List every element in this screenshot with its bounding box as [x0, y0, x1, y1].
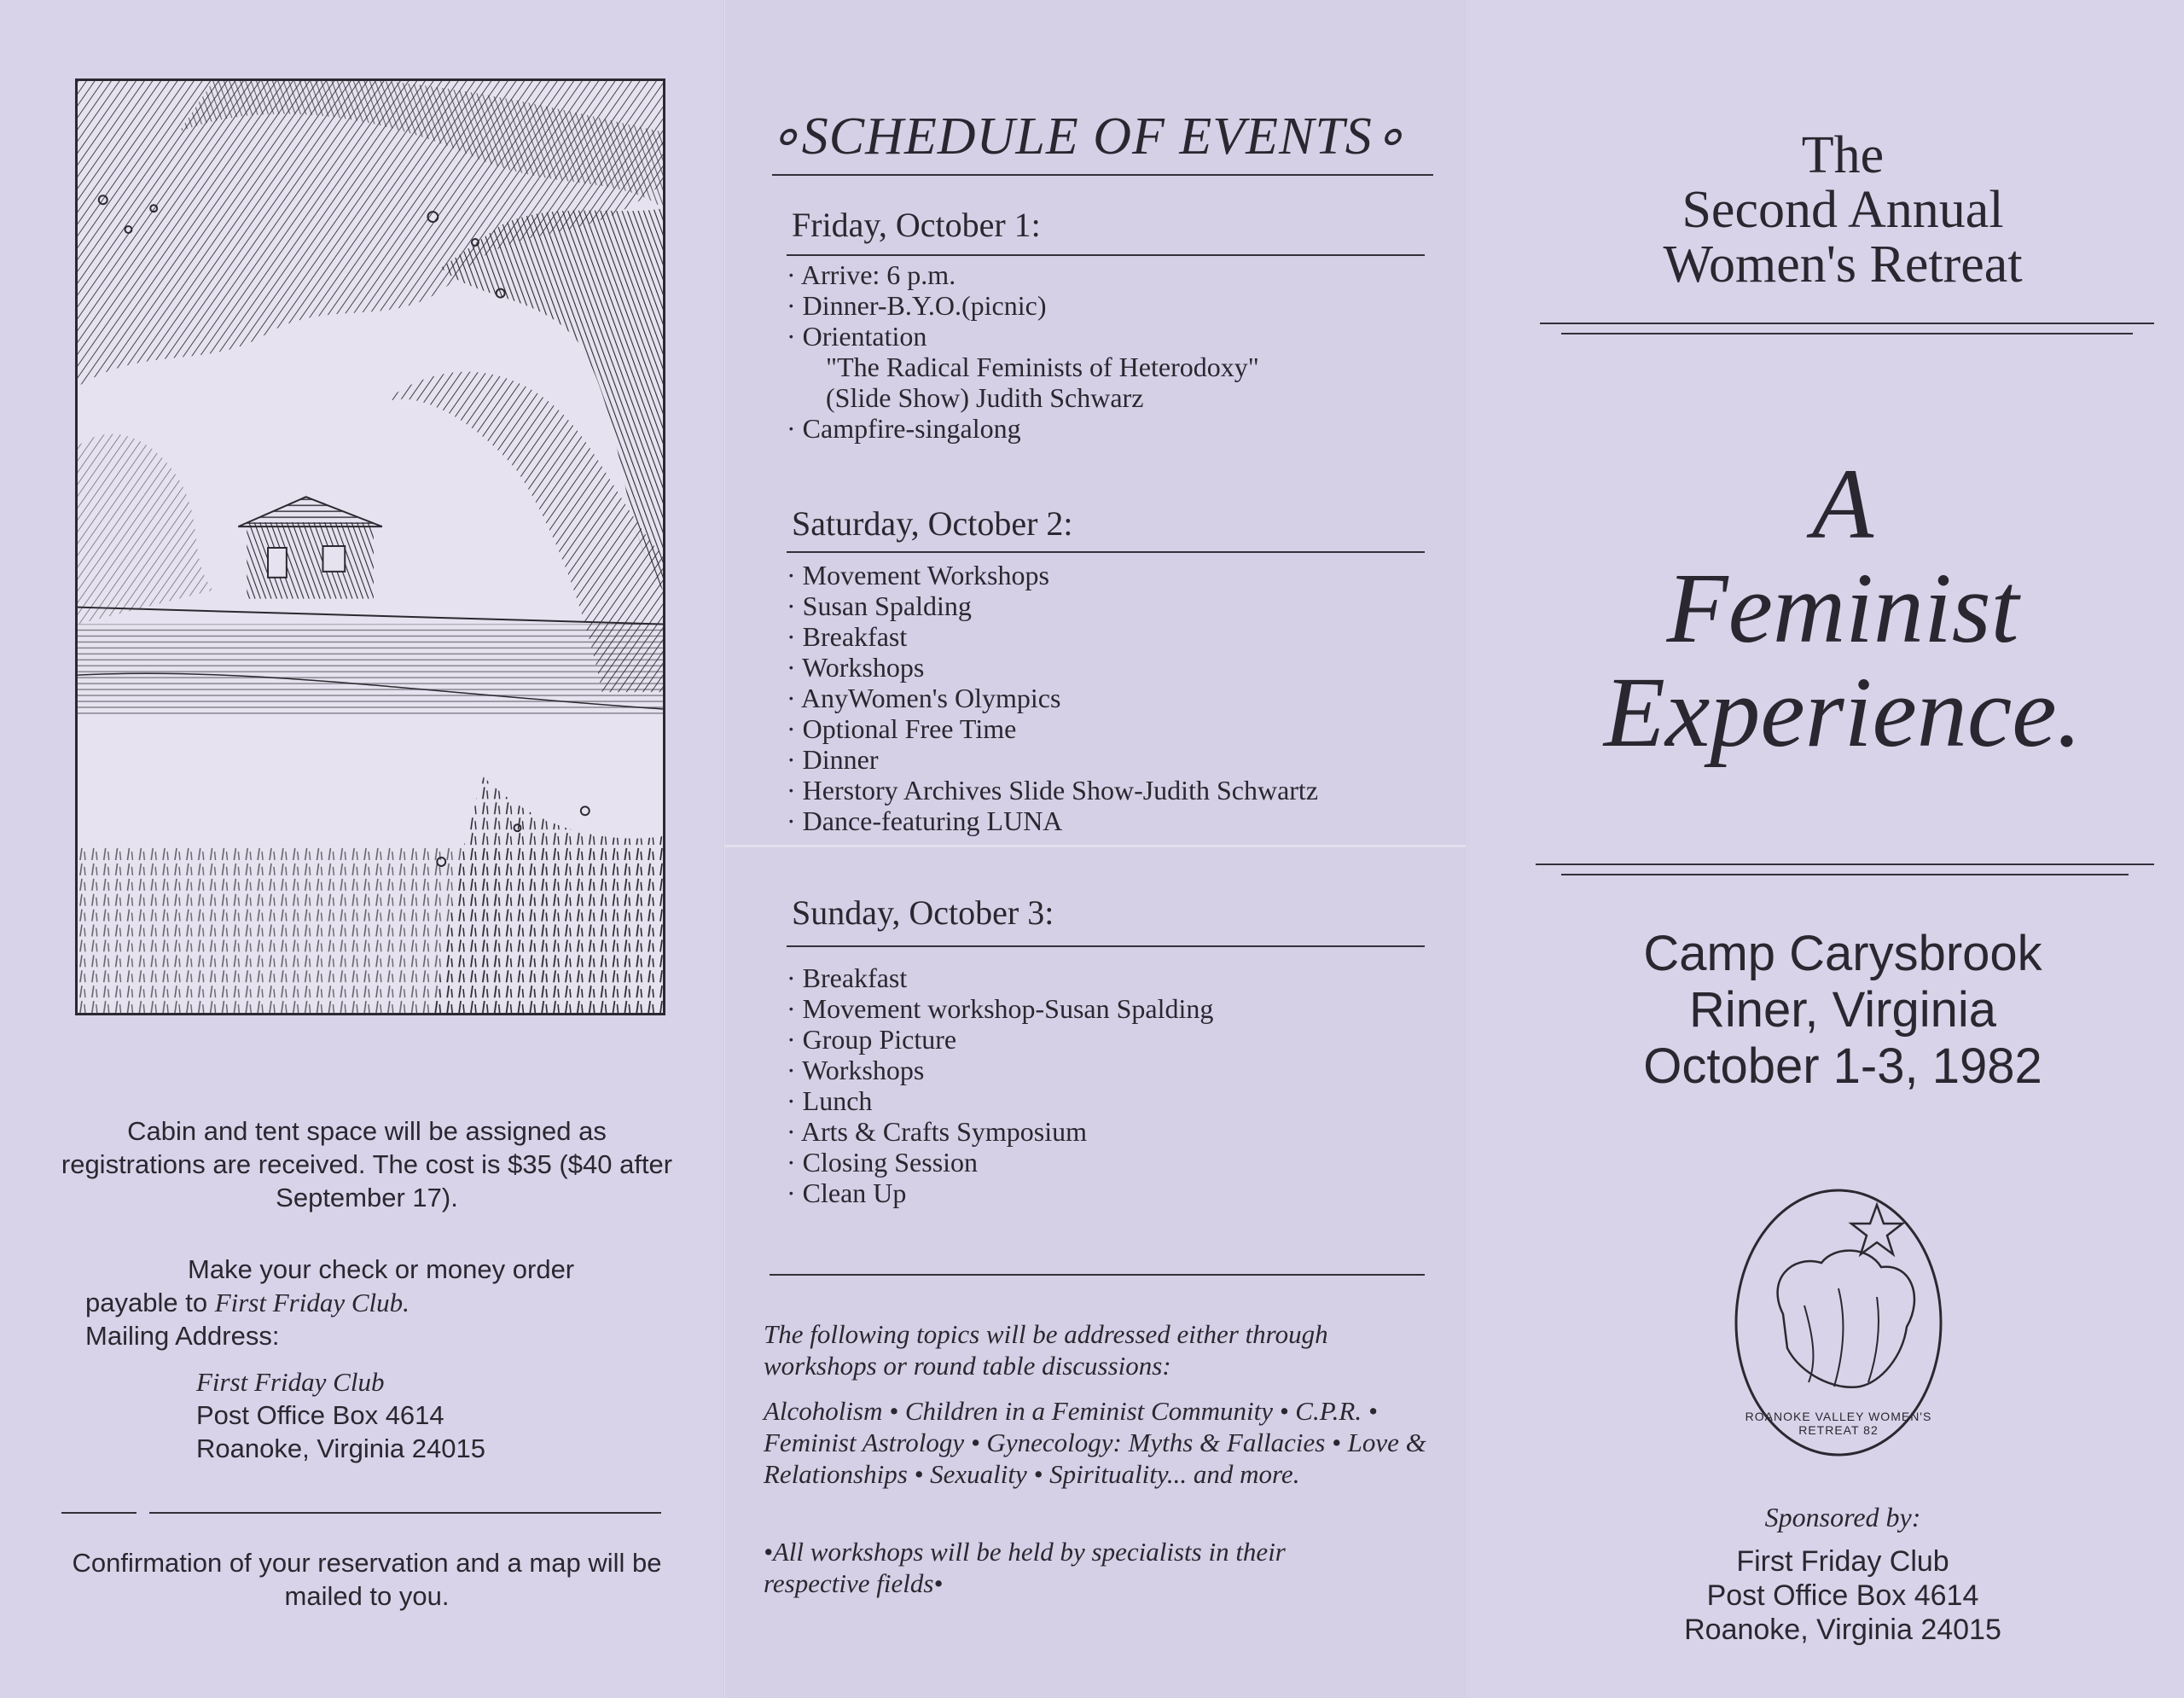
list-item: · Movement workshop-Susan Spalding — [787, 993, 1213, 1024]
topics-rule — [770, 1274, 1425, 1276]
sponsor-name: First Friday Club — [1736, 1545, 1949, 1578]
payable-line — [85, 1286, 700, 1319]
list-item: · Arts & Crafts Symposium — [787, 1116, 1213, 1147]
address-name: First Friday Club — [196, 1367, 385, 1397]
venue-name: Camp Carysbrook — [1643, 926, 2042, 981]
cabin-cost-paragraph: Cabin and tent space will be assigned as registrations are received. The cost is $35 ($40 after September 17). — [61, 1116, 673, 1212]
list-item: · Orientation — [787, 321, 1259, 352]
list-item: (Slide Show) Judith Schwarz — [826, 382, 1144, 413]
payable-to-text: payable to — [85, 1288, 208, 1317]
list-item: · Breakfast — [787, 962, 1213, 993]
list-item: · Workshops — [787, 652, 1318, 683]
list-item: · Clean Up — [787, 1178, 1213, 1208]
saturday-rule — [787, 551, 1425, 553]
schedule-title: ∘SCHEDULE OF EVENTS∘ — [768, 108, 1407, 166]
cabin-drawing — [78, 81, 663, 1013]
confirmation-text: Confirmation of your reservation and a map will be mailed to you. — [72, 1548, 662, 1611]
headline-rule-1 — [1536, 864, 2154, 865]
list-item: "The Radical Feminists of Heterodoxy" — [826, 352, 1259, 382]
list-item: · Optional Free Time — [787, 713, 1318, 744]
list-item: · Dinner — [787, 744, 1318, 775]
topics-list: Alcoholism • Children in a Feminist Community • C.P.R. • Feminist Astrology • Gynecology: Myths & Fallacies • Love & Relationships • Sexuality • Spirituality... and more. — [764, 1396, 1426, 1489]
headline-line3: Experience. — [1603, 656, 2082, 768]
schedule-title-rule — [772, 174, 1433, 176]
friday-heading: Friday, October 1: — [792, 206, 1041, 244]
event-dates: October 1-3, 1982 — [1643, 1038, 2042, 1094]
event-details — [1502, 926, 2184, 1095]
specialists-note: •All workshops will be held by specialists in their respective fields• — [764, 1537, 1286, 1598]
address-line1: Post Office Box 4614 — [196, 1400, 444, 1430]
list-item: · Dance-featuring LUNA — [787, 805, 1318, 836]
payable-club-name: First Friday Club. — [214, 1288, 410, 1317]
mailing-address-label: Mailing Address: — [85, 1321, 280, 1351]
list-item: · Lunch — [787, 1085, 1213, 1116]
address-line2: Roanoke, Virginia 24015 — [196, 1433, 485, 1463]
payment-lead: Make your check or money order — [188, 1254, 575, 1284]
title-line2: Second Annual — [1682, 181, 2004, 239]
list-item: · AnyWomen's Olympics — [787, 683, 1318, 713]
list-item: · Closing Session — [787, 1147, 1213, 1178]
friday-items — [787, 259, 1259, 444]
left-panel — [0, 0, 725, 1698]
sponsor-block — [1502, 1544, 2184, 1647]
venue-location: Riner, Virginia — [1688, 982, 1996, 1038]
headline — [1502, 448, 2184, 768]
sunday-rule — [787, 945, 1425, 947]
divider-long — [149, 1512, 661, 1514]
list-item: · Dinner-B.Y.O.(picnic) — [787, 290, 1259, 321]
divider-short — [61, 1512, 136, 1514]
sunday-heading: Sunday, October 3: — [792, 893, 1054, 932]
mailing-address — [196, 1365, 810, 1465]
sponsored-label: Sponsored by: — [1764, 1502, 1921, 1532]
list-item: · Group Picture — [787, 1024, 1213, 1055]
friday-rule — [787, 254, 1425, 256]
list-item: · Campfire-singalong — [787, 413, 1259, 444]
horizontal-fold — [725, 845, 1467, 847]
list-item: · Breakfast — [787, 621, 1318, 652]
retreat-title — [1502, 128, 2184, 292]
saturday-items — [787, 560, 1318, 836]
sponsor-line2: Roanoke, Virginia 24015 — [1684, 1614, 2001, 1646]
logo-text: ROANOKE VALLEY WOMEN'S RETREAT 82 — [1745, 1410, 1932, 1437]
list-item: · Arrive: 6 p.m. — [787, 259, 1259, 290]
headline-line1: A — [1811, 448, 1874, 560]
list-item: · Susan Spalding — [787, 590, 1318, 621]
title-rule-1 — [1540, 323, 2154, 324]
cabin-illustration — [75, 79, 665, 1015]
sponsor-line1: Post Office Box 4614 — [1706, 1579, 1979, 1612]
payment-instructions — [85, 1253, 700, 1352]
retreat-logo — [1732, 1186, 1945, 1459]
list-item: · Movement Workshops — [787, 560, 1318, 590]
title-line3: Women's Retreat — [1663, 236, 2023, 294]
saturday-heading: Saturday, October 2: — [792, 504, 1073, 543]
headline-rule-2 — [1561, 874, 2129, 875]
headline-line2: Feminist — [1666, 552, 2019, 664]
sunday-items — [787, 962, 1213, 1208]
title-rule-2 — [1561, 333, 2133, 334]
topics-intro: The following topics will be addressed either through workshops or round table discussions: — [764, 1319, 1328, 1381]
title-line1: The — [1801, 126, 1885, 184]
list-item: · Herstory Archives Slide Show-Judith Schwartz — [787, 775, 1318, 805]
list-item: · Workshops — [787, 1055, 1213, 1085]
